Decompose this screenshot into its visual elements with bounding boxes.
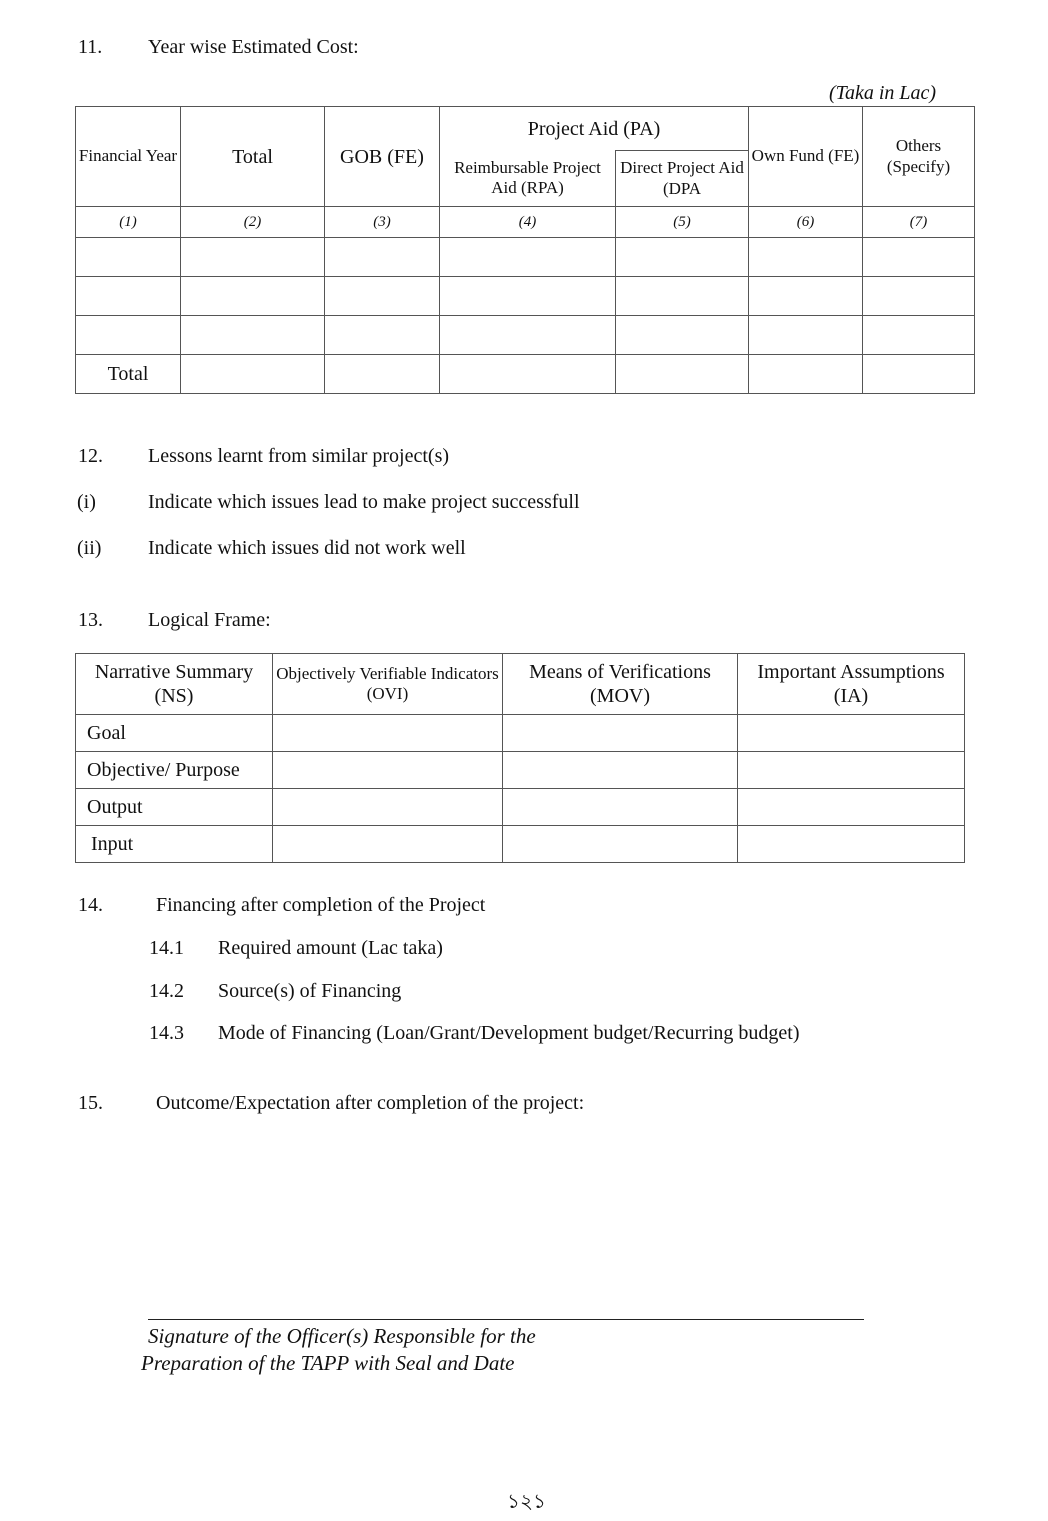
table-cell — [440, 355, 616, 394]
column-index: (4) — [440, 207, 616, 238]
table-row — [76, 715, 965, 752]
column-index: (1) — [76, 207, 181, 238]
row-label-output: Output — [76, 789, 273, 826]
table-cell — [181, 316, 325, 355]
header-important-assumptions: Important Assumptions (IA) — [738, 654, 965, 715]
section-14-item-text: Source(s) of Financing — [218, 980, 402, 1002]
table-row — [76, 826, 965, 863]
header-gob: GOB (FE) — [325, 107, 440, 207]
table-cell — [738, 826, 965, 863]
table-cell — [181, 355, 325, 394]
table-cell — [503, 826, 738, 863]
row-label-goal: Goal — [76, 715, 273, 752]
section-12-item-marker: (i) — [77, 491, 96, 513]
table-row — [76, 752, 965, 789]
table-row — [76, 789, 965, 826]
table-cell — [616, 238, 749, 277]
total-row-label: Total — [76, 355, 181, 394]
unit-note: (Taka in Lac) — [829, 82, 937, 104]
section-11-number: 11. — [78, 36, 103, 58]
table-cell — [749, 238, 863, 277]
section-13-title: Logical Frame: — [148, 609, 271, 631]
section-14-number: 14. — [78, 894, 103, 916]
section-12-item-text: Indicate which issues lead to make project successfull — [148, 491, 580, 513]
header-financial-year: Financial Year — [76, 107, 181, 207]
table-cell — [325, 277, 440, 316]
section-14-item-number: 14.1 — [149, 937, 184, 959]
section-14-title: Financing after completion of the Project — [156, 894, 486, 916]
table-row — [76, 277, 975, 316]
table-cell — [325, 316, 440, 355]
section-12-item-marker: (ii) — [77, 537, 102, 559]
signature-line — [148, 1319, 864, 1320]
logical-frame-table — [75, 653, 965, 863]
table-cell — [76, 277, 181, 316]
table-cell — [738, 752, 965, 789]
column-index: (6) — [749, 207, 863, 238]
table-cell — [503, 715, 738, 752]
table-cell — [863, 355, 975, 394]
row-label-objective: Objective/ Purpose — [76, 752, 273, 789]
header-others: Others (Specify) — [863, 107, 975, 207]
table-cell — [863, 316, 975, 355]
section-14-item-text: Mode of Financing (Loan/Grant/Development budget/Recurring budget) — [218, 1022, 800, 1044]
section-11-title: Year wise Estimated Cost: — [148, 36, 359, 58]
header-rpa: Reimbursable Project Aid (RPA) — [440, 151, 616, 207]
header-total: Total — [181, 107, 325, 207]
table-cell — [863, 277, 975, 316]
year-wise-cost-table — [75, 106, 975, 394]
section-14-item-text: Required amount (Lac taka) — [218, 937, 443, 959]
section-12-item-text: Indicate which issues did not work well — [148, 537, 466, 559]
table-cell — [76, 238, 181, 277]
table-cell — [738, 789, 965, 826]
table-cell — [273, 715, 503, 752]
header-project-aid: Project Aid (PA) — [440, 107, 749, 151]
table-cell — [273, 826, 503, 863]
table-cell — [749, 316, 863, 355]
table-cell — [749, 355, 863, 394]
row-label-input: Input — [76, 826, 273, 863]
table-cell — [616, 355, 749, 394]
table-cell — [503, 752, 738, 789]
section-15-number: 15. — [78, 1092, 103, 1114]
table-cell — [440, 238, 616, 277]
header-ovi: Objectively Verifiable Indicators (OVI) — [273, 654, 503, 715]
column-index: (2) — [181, 207, 325, 238]
header-own-fund: Own Fund (FE) — [749, 107, 863, 207]
signature-caption-line1: Signature of the Officer(s) Responsible for the — [148, 1324, 536, 1348]
table-cell — [616, 277, 749, 316]
table-cell — [273, 789, 503, 826]
table-cell — [325, 238, 440, 277]
table-cell — [738, 715, 965, 752]
table-row — [76, 316, 975, 355]
table-cell — [440, 316, 616, 355]
section-14-item-number: 14.2 — [149, 980, 184, 1002]
signature-caption-line2: Preparation of the TAPP with Seal and Date — [141, 1351, 515, 1375]
column-index: (3) — [325, 207, 440, 238]
table-cell — [863, 238, 975, 277]
table-cell — [503, 789, 738, 826]
total-row — [76, 355, 975, 394]
table-cell — [440, 277, 616, 316]
page-number: ১২১ — [507, 1489, 546, 1513]
column-index: (7) — [863, 207, 975, 238]
table-cell — [616, 316, 749, 355]
table-cell — [273, 752, 503, 789]
table-cell — [325, 355, 440, 394]
header-dpa: Direct Project Aid (DPA — [616, 151, 749, 207]
table-row — [76, 238, 975, 277]
table-cell — [76, 316, 181, 355]
table-cell — [749, 277, 863, 316]
section-13-number: 13. — [78, 609, 103, 631]
table-cell — [181, 277, 325, 316]
header-narrative-summary: Narrative Summary (NS) — [76, 654, 273, 715]
column-index: (5) — [616, 207, 749, 238]
section-15-title: Outcome/Expectation after completion of the project: — [156, 1092, 585, 1114]
section-12-title: Lessons learnt from similar project(s) — [148, 445, 450, 467]
section-12-number: 12. — [78, 445, 103, 467]
table-cell — [181, 238, 325, 277]
header-mov: Means of Verifications (MOV) — [503, 654, 738, 715]
section-14-item-number: 14.3 — [149, 1022, 184, 1044]
